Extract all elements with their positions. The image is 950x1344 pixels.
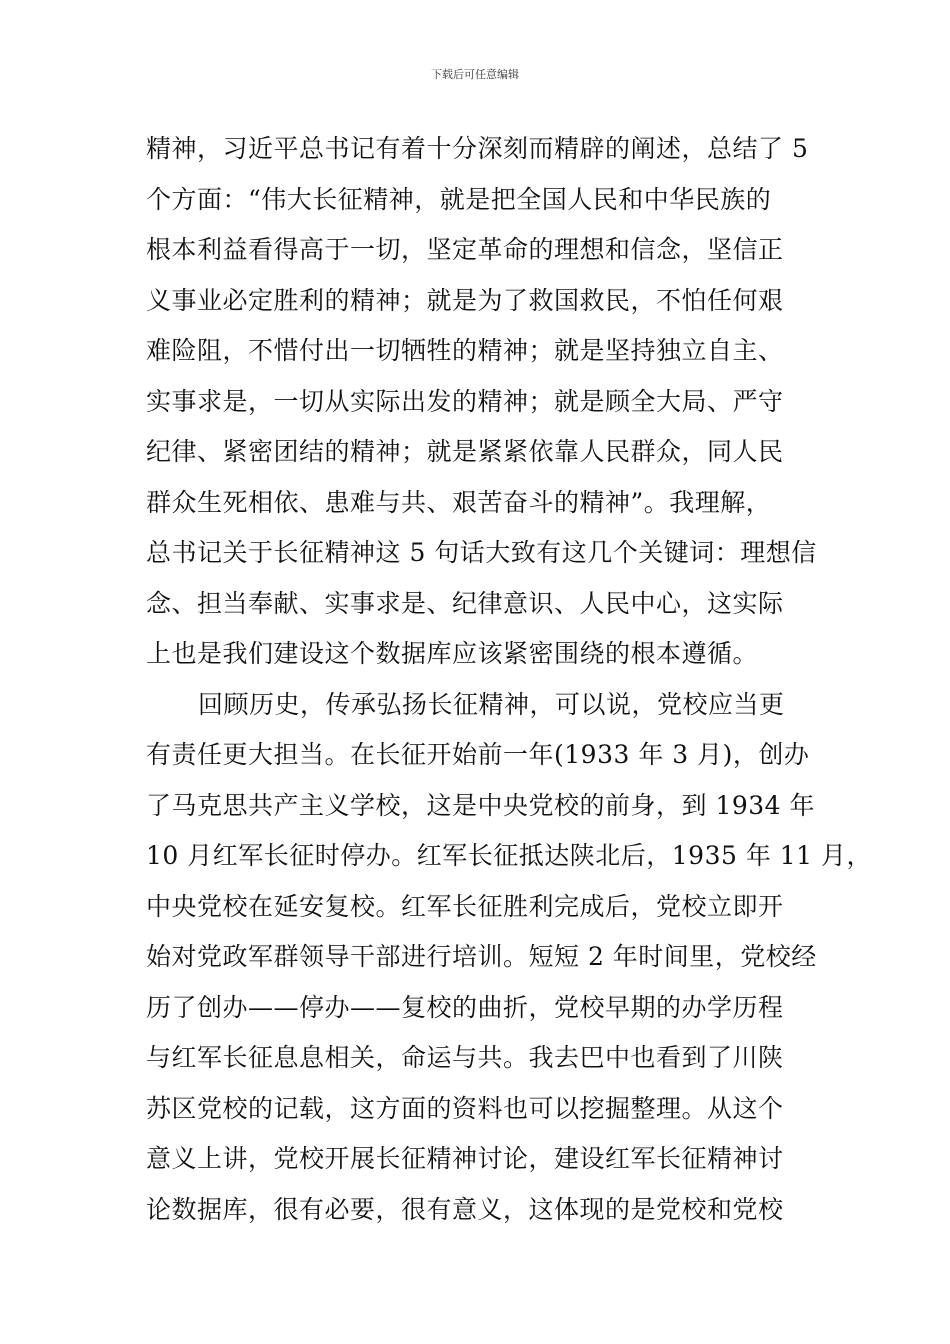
text-line: 上也是我们建设这个数据库应该紧密围绕的根本遵循。: [146, 639, 759, 668]
text-line: 了马克思共产主义学校，这是中央党校的前身，到 1934 年: [146, 790, 816, 820]
text-line: 群众生死相依、患难与共、艰苦奋斗的精神”。我理解，: [146, 487, 772, 517]
text-line: 中央党校在延安复校。红军长征胜利完成后，党校立即开: [146, 891, 784, 921]
text-line: 义事业必定胜利的精神；就是为了救国救民，不怕任何艰: [146, 285, 784, 315]
body-text: [146, 124, 873, 1235]
text-line: 苏区党校的记载，这方面的资料也可以挖掘整理。从这个: [146, 1093, 784, 1123]
text-line: 历了创办——停办——复校的曲折，党校早期的办学历程: [146, 992, 784, 1022]
header-note: 下载后可任意编辑: [431, 68, 519, 81]
text-line: 个方面：“伟大长征精神，就是把全国人民和中华民族的: [146, 184, 772, 214]
text-line: 念、担当奉献、实事求是、纪律意识、人民中心，这实际: [146, 588, 784, 618]
text-line: 回顾历史，传承弘扬长征精神，可以说，党校应当更: [198, 689, 785, 719]
text-line: 总书记关于长征精神这 5 句话大致有这几个关键词：理想信: [146, 538, 817, 567]
text-line: 始对党政军群领导干部进行培训。短短 2 年时间里，党校经: [146, 942, 817, 971]
text-line: 意义上讲，党校开展长征精神讨论，建设红军长征精神讨: [146, 1144, 784, 1173]
text-line: 精神，习近平总书记有着十分深刻而精辟的阐述，总结了 5: [146, 134, 809, 163]
text-line: 10 月红军长征时停办。红军长征抵达陕北后，1935 年 11 月，: [146, 841, 873, 870]
text-line: 纪律、紧密团结的精神；就是紧紧依靠人民群众，同人民: [146, 437, 784, 466]
text-line: 难险阻，不惜付出一切牺牲的精神；就是坚持独立自主、: [146, 336, 784, 365]
text-line: 根本利益看得高于一切，坚定革命的理想和信念，坚信正: [146, 235, 784, 264]
text-line: 论数据库，很有必要，很有意义，这体现的是党校和党校: [146, 1194, 784, 1224]
text-line: 实事求是，一切从实际出发的精神；就是顾全大局、严守: [146, 386, 784, 416]
text-line: 有责任更大担当。在长征开始前一年(1933 年 3 月)，创办: [146, 740, 810, 769]
text-line: 与红军长征息息相关，命运与共。我去巴中也看到了川陕: [146, 1043, 784, 1072]
